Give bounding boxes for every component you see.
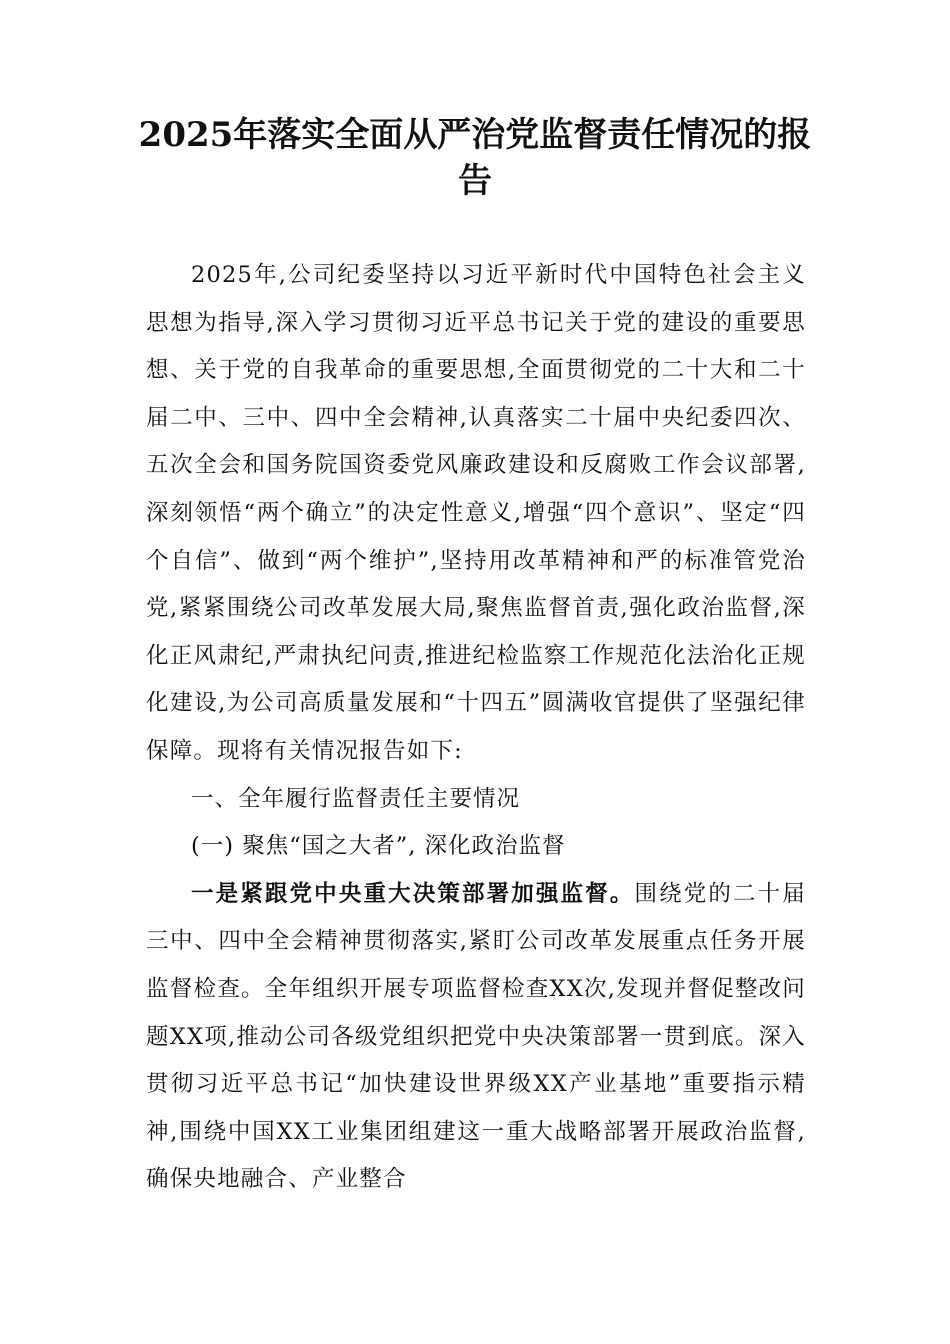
point-text: 围绕党的二十届三中、四中全会精神贯彻落实,紧盯公司改革发展重点任务开展监督检查。全年组织开展专项监督检查XX次,发现并督促整改问题XX项,推动公司各级党组织把党中央决策部署一贯到底。深入贯彻习近平总书记“加快建设世界级XX产业基地”重要指示精神,围绕中国XX工业集团组建这一重大战略部署开展政治监督,确保央地融合、产业整合 [146, 880, 806, 1193]
point-lead: 一是紧跟党中央重大决策部署加强监督。 [191, 880, 635, 907]
document-body [146, 252, 806, 1204]
subsection-heading: (一) 聚焦“国之大者”, 深化政治监督 [191, 833, 566, 860]
intro-paragraph: 2025年,公司纪委坚持以习近平新时代中国特色社会主义思想为指导,深入学习贯彻习近平总书记关于党的建设的重要思想、关于党的自我革命的重要思想,全面贯彻党的二十大和二十届二中、三中、四中全会精神,认真落实二十届中央纪委四次、五次全会和国务院国资委党风廉政建设和反腐败工作会议部署,深刻领悟“两个确立”的决定性意义,增强“四个意识”、坚定“四个自信”、做到“两个维护”,坚持用改革精神和严的标准管党治党,紧紧围绕公司改革发展大局,聚焦监督首责,强化政治监督,深化正风肃纪,严肃执纪问责,推进纪检监察工作规范化法治化正规化建设,为公司高质量发展和“十四五”圆满收官提供了坚强纪律保障。现将有关情况报告如下: [146, 262, 806, 764]
section-heading: 一、全年履行监督责任主要情况 [191, 785, 521, 812]
document-title: 2025年落实全面从严治党监督责任情况的报告 [138, 115, 812, 201]
point-paragraph [146, 871, 806, 1204]
